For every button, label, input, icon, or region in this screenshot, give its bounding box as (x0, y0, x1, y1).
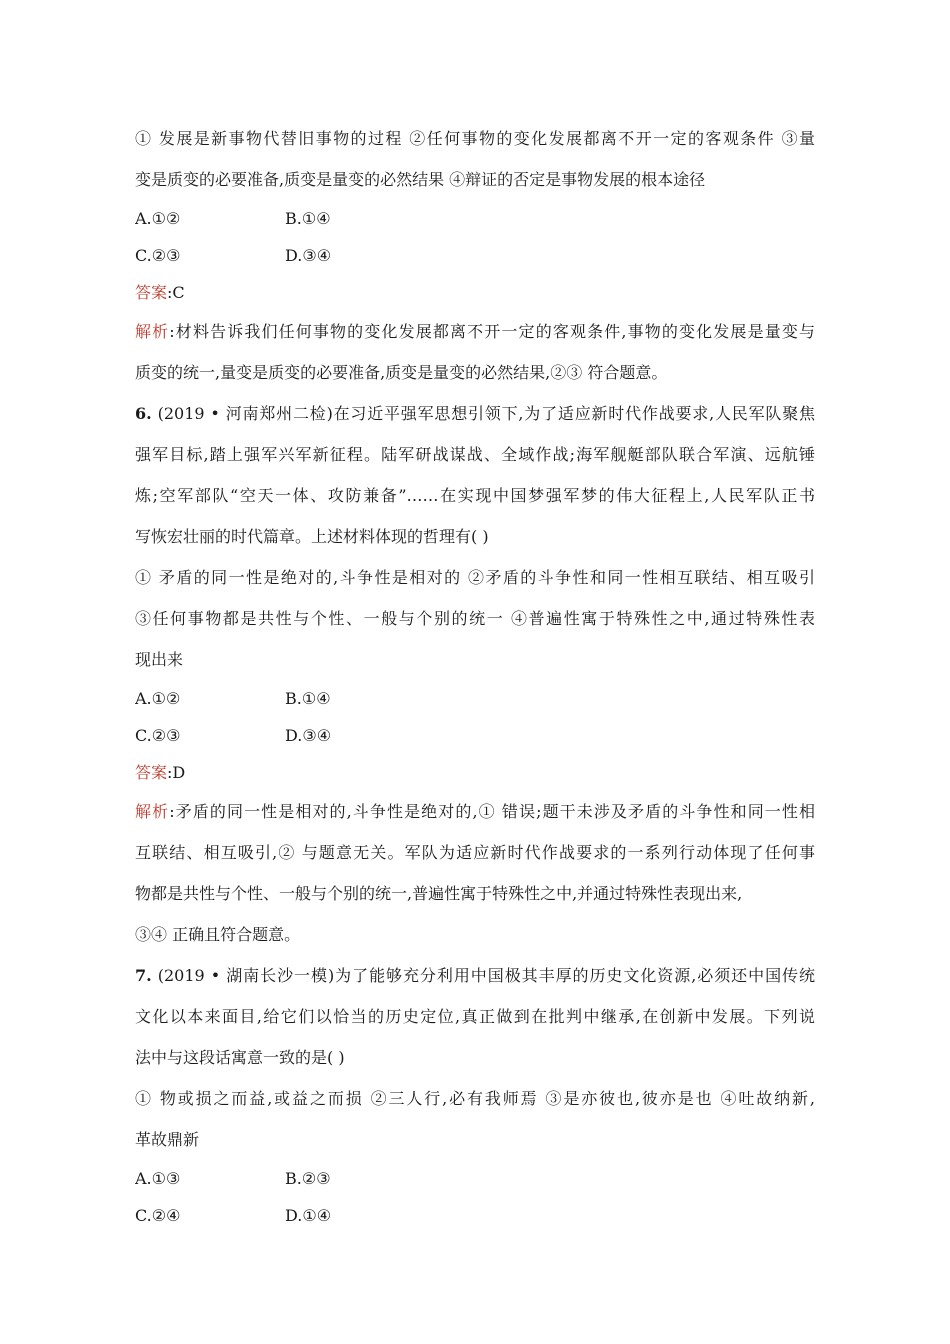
q5-option-b[interactable]: B.①④ (285, 209, 331, 228)
answer-label: 答案 (135, 763, 168, 782)
q6-statement-line: ③任何事物都是共性与个性、一般与个别的统一 ④普遍性寓于特殊性之中,通过特殊性表 (135, 609, 815, 628)
q6-stem-line: 炼;空军部队“空天一体、攻防兼备”……在实现中国梦强军梦的伟大征程上,人民军队正书 (135, 486, 815, 505)
q5-statement-line: 变是质变的必要准备,质变是量变的必然结果 ④辩证的否定是事物发展的根本途径 (135, 170, 706, 189)
q5-answer (135, 274, 815, 311)
question-number: 7. (135, 966, 152, 985)
q7-stem-line: 7. (2019 • 湖南长沙一模)为了能够充分利用中国极其丰厚的历史文化资源,必须还中国传统 (135, 966, 815, 985)
q6-option-b[interactable]: B.①④ (285, 689, 331, 708)
q6-stem (135, 393, 815, 557)
q6-analysis-line: 解析:矛盾的同一性是相对的,斗争性是绝对的,① 错误;题干未涉及矛盾的斗争性和同一性相 (135, 802, 815, 821)
document-page (135, 118, 815, 1234)
q6-stem-line: 6. (2019 • 河南郑州二检)在习近平强军思想引领下,为了适应新时代作战要求,人民军队聚焦 (135, 404, 815, 423)
q6-analysis-line: 互联结、相互吸引,② 与题意无关。军队为适应新时代作战要求的一系列行动体现了任何事 (135, 843, 815, 862)
q6-stem-line: 写恢宏壮丽的时代篇章。上述材料体现的哲理有( ) (135, 527, 489, 546)
q7-statement-line: ① 物或损之而益,或益之而损 ②三人行,必有我师焉 ③是亦彼也,彼亦是也 ④吐故纳新, (135, 1089, 815, 1108)
q5-analysis (135, 311, 815, 393)
answer-value: :C (167, 283, 185, 302)
q7-option-c[interactable]: C.②④ (135, 1206, 181, 1225)
q6-option-d[interactable]: D.③④ (285, 726, 332, 745)
q6-statements (135, 557, 815, 680)
q6-analysis (135, 791, 815, 955)
q5-analysis-line: 解析:材料告诉我们任何事物的变化发展都离不开一定的客观条件,事物的变化发展是量变与 (135, 322, 815, 341)
analysis-label: 解析 (135, 322, 170, 341)
q7-options-row (135, 1197, 815, 1234)
q6-option-a[interactable]: A.①② (135, 689, 181, 708)
q7-option-b[interactable]: B.②③ (285, 1169, 331, 1188)
question-number: 6. (135, 404, 152, 423)
q7-stem (135, 955, 815, 1078)
q5-analysis-line: 质变的统一,量变是质变的必要准备,质变是量变的必然结果,②③ 符合题意。 (135, 363, 668, 382)
q5-option-d[interactable]: D.③④ (285, 246, 332, 265)
q6-analysis-line: ③④ 正确且符合题意。 (135, 925, 301, 944)
q7-options-row (135, 1160, 815, 1197)
q7-statements (135, 1078, 815, 1160)
analysis-label: 解析 (135, 802, 170, 821)
q7-option-a[interactable]: A.①③ (135, 1169, 181, 1188)
q7-stem-line: 文化以本来面目,给它们以恰当的历史定位,真正做到在批判中继承,在创新中发展。下列说 (135, 1007, 815, 1026)
q6-answer (135, 754, 815, 791)
q5-statement-line: ① 发展是新事物代替旧事物的过程 ②任何事物的变化发展都离不开一定的客观条件 ③量 (135, 129, 815, 148)
q6-analysis-line: 物都是共性与个性、一般与个别的统一,普遍性寓于特殊性之中,并通过特殊性表现出来, (135, 884, 743, 903)
q7-stem-line: 法中与这段话寓意一致的是( ) (135, 1048, 345, 1067)
answer-label: 答案 (135, 283, 168, 302)
q6-options-row (135, 680, 815, 717)
q7-statement-line: 革故鼎新 (135, 1130, 200, 1149)
q6-option-c[interactable]: C.②③ (135, 726, 181, 745)
q5-option-c[interactable]: C.②③ (135, 246, 181, 265)
q5-option-a[interactable]: A.①② (135, 209, 181, 228)
q6-statement-line: 现出来 (135, 650, 184, 669)
q5-options-row (135, 200, 815, 237)
q6-options-row (135, 717, 815, 754)
q6-statement-line: ① 矛盾的同一性是绝对的,斗争性是相对的 ②矛盾的斗争性和同一性相互联结、相互吸引 (135, 568, 815, 587)
q5-options-row (135, 237, 815, 274)
q5-statements (135, 118, 815, 200)
answer-value: :D (167, 763, 186, 782)
q6-stem-line: 强军目标,踏上强军兴军新征程。陆军研战谋战、全域作战;海军舰艇部队联合军演、远航锤 (135, 445, 815, 464)
q7-option-d[interactable]: D.①④ (285, 1206, 332, 1225)
